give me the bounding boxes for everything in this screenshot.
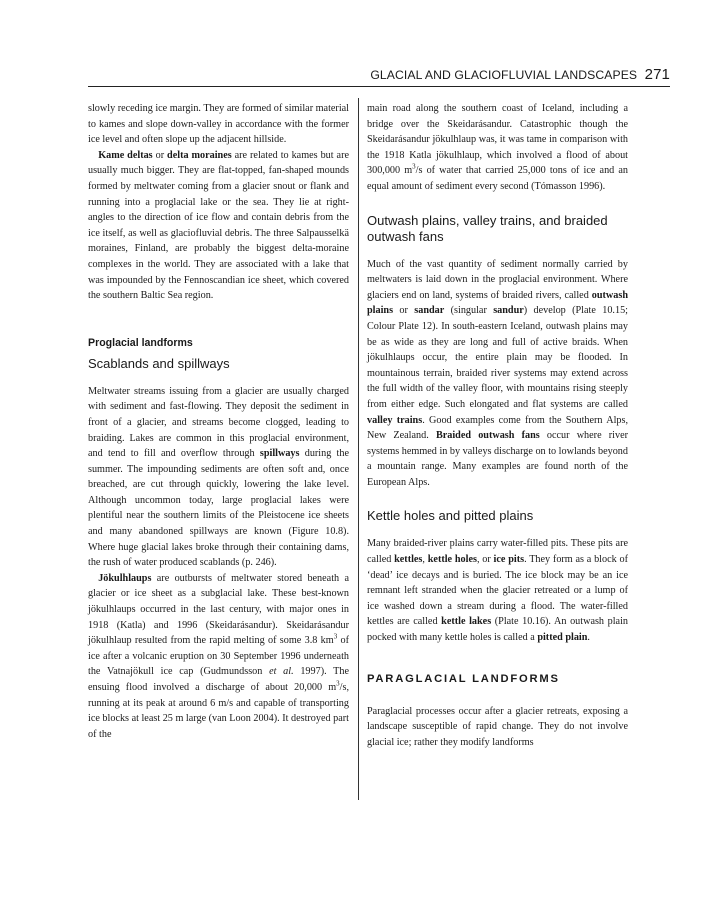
text-fragment: (singular	[444, 305, 494, 317]
text-fragment: are outbursts of meltwater stored beneath a glacier or ice sheet as a subglacial lake. These best-known jökulhlaups occurred in the last century, with major ones in 1918 (Katla) and 1996 (Skeidarásandur). Skeidarásandur jökulhlaup resulted from the rapid melting of some 3.8 km	[88, 572, 349, 647]
text-fragment: /s, running at its peak at around 6 m/s and capable of transporting ice blocks at least 25 m large (van Loon 2004). It destroyed part of the	[88, 682, 349, 740]
paragraph-paraglacial: Paraglacial processes occur after a glacier retreats, exposing a landscape susceptible of rapid change. They do not involve glacial ice; rather they modify landforms	[367, 705, 628, 748]
text-fragment: .	[587, 632, 590, 644]
term-kame-deltas: Kame deltas	[98, 149, 153, 161]
term-kettle-lakes: kettle lakes	[441, 616, 492, 628]
term-sandar: sandar	[414, 305, 445, 317]
paragraph-outwash	[367, 257, 628, 491]
term-kettles: kettles	[394, 554, 423, 566]
column-divider	[358, 98, 359, 800]
paragraph-kame-deltas	[88, 148, 349, 304]
paragraph-scablands	[88, 384, 349, 571]
subheading-proglacial: Proglacial landforms	[88, 336, 193, 349]
text-fragment: 1997). The ensuing flood involved a discharge of about 20,000 m	[88, 666, 350, 693]
text-fragment: /s of water that carried 25,000 tons of ice and an equal amount of sediment every second (Tómasson 1996).	[367, 165, 628, 192]
term-spillways: spillways	[259, 448, 300, 460]
text-fragment: or	[152, 149, 168, 161]
superscript: 3	[333, 632, 338, 641]
paragraph-jokulhlaup-cont	[367, 101, 628, 195]
running-head	[88, 66, 670, 83]
text-fragment: during the summer. The impounding sediments are often soft and, once breached, are cut through quickly, lowering the lake level. Although uncommon today, large proglacial lakes were plentiful near the southern limits of the Pleistocene ice sheets and many abandoned spillways are known (Figure 10.8). Where huge glacial lakes broke through their containing dams, the rush of water produced scablands (p. 246).	[88, 448, 350, 569]
text-fragment: (Plate 10.16). An outwash plain pocked with many kettle holes is called a	[367, 616, 628, 644]
term-outwash-plains: outwash plains	[367, 289, 628, 317]
running-title: GLACIAL AND GLACIOFLUVIAL LANDSCAPES	[370, 68, 638, 82]
term-valley-trains: valley trains	[367, 414, 423, 426]
term-sandur: sandur	[493, 305, 524, 317]
header-rule	[88, 86, 670, 87]
heading-scablands: Scablands and spillways	[88, 355, 230, 371]
text-fragment: . They form as a block of ‘dead’ ice decays and is buried. The ice block may be an ice remnant left stranded when the glacier retreated or a lump of ice washed down a stream during a flood. The water-filled kettles are called	[367, 554, 628, 628]
term-ice-pits: ice pits	[493, 554, 525, 566]
text-fragment: ,	[422, 554, 428, 566]
term-jokulhlaups: Jökulhlaups	[98, 572, 152, 584]
paragraph-jokulhlaups	[88, 571, 349, 743]
heading-paraglacial: PARAGLACIAL LANDFORMS	[367, 672, 560, 685]
text-fragment: are related to kames but are usually much bigger. They are flat-topped, fan-shaped mounds formed by meltwater coming from a glacier snout or flank and running into a proglacial lake or the sea. They lie at right-angles to the direction of ice flow and contain debris from the ice itself, as well as glaciofluvial debris. The three Salpausselkä moraines, Finland, are probably the biggest delta-moraine complexes in the world. They are associated with a lake that was impounded by the Fennoscandian ice sheet, which covered the southern Baltic Sea region.	[88, 149, 349, 302]
text-fragment: occur where river systems hemmed in by valleys discharge on to lowlands beyond a mountain range. Many examples are found north of the European Alps.	[367, 430, 628, 488]
text-fragment: of ice after a volcanic eruption on 30 September 1996 underneath the Vatnajökull ice cap (Gudmundsson	[88, 635, 349, 678]
paragraph-kettles	[367, 536, 628, 645]
text-fragment: . Good examples come from the Southern Alps, New Zealand.	[367, 414, 629, 442]
text-et-al: et al.	[269, 666, 294, 678]
text-fragment: Many braided-river plains carry water-filled pits. These pits are called	[367, 538, 628, 566]
superscript: 3	[336, 679, 340, 688]
text-fragment: or	[393, 305, 415, 317]
term-braided-outwash-fans: Braided outwash fans	[435, 430, 540, 442]
left-column	[88, 101, 349, 742]
text-fragment: Meltwater streams issuing from a glacier are usually charged with sediment and fast-flowing. They deposit the sediment in front of a glacier, and streams become clogged, leading to braiding. Lakes are common in this proglacial environment, and tend to fill and overflow through	[88, 385, 349, 460]
heading-outwash-plains: Outwash plains, valley trains, and braided outwash fans	[367, 212, 608, 244]
text-fragment: Much of the vast quantity of sediment normally carried by meltwaters is laid down in the proglacial environment. Where glaciers end on land, systems of braided rivers, called	[367, 258, 628, 301]
heading-kettle-holes: Kettle holes and pitted plains	[367, 508, 534, 524]
superscript: 3	[412, 162, 416, 171]
right-column	[367, 101, 628, 750]
text-fragment: main road along the southern coast of Iceland, including a bridge over the Skeidarásandur. Catastrophic though the Skeidarásandur jökulhlaup was, it was tame in comparison with the 1918 Katla jökulhlaup, which involved a flood of about 300,000 m	[367, 103, 628, 177]
text-fragment: ) develop (Plate 10.15; Colour Plate 12). In south-eastern Iceland, outwash plains may be as wide as they are long and full of active braids. When jökulhlaups occur, the entire plain may be flooded. In mountainous terrain, braided river systems may extend across the full width of the valley floor, with mountains rising steeply from either edge. Such elongated and flat systems are called	[367, 305, 628, 410]
paragraph-kames-end: slowly receding ice margin. They are formed of similar material to kames and slope down-valley in accordance with the former ice level and often slope up the adjacent hillside.	[88, 103, 350, 146]
page-number: 271	[644, 66, 670, 83]
text-fragment: , or	[476, 554, 494, 566]
term-kettle-holes: kettle holes	[427, 554, 477, 566]
term-delta-moraines: delta moraines	[167, 149, 232, 161]
term-pitted-plain: pitted plain	[537, 632, 588, 644]
